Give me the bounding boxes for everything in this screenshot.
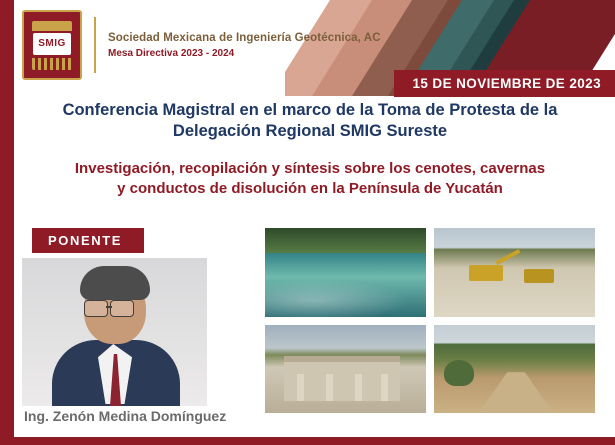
logo-badge-text: SMIG [33,33,71,55]
excavator-body-2 [524,269,554,283]
photo-excavation [434,228,595,317]
ruins-column [355,374,362,401]
title-block [30,100,590,199]
speaker-photo [22,258,207,406]
logo-crest-top [32,21,72,31]
excavator-body [469,265,503,281]
subtitle [30,159,590,200]
photo-grid [265,228,595,413]
photo-road [434,325,595,414]
logo-crest-bottom [32,58,72,70]
ruins-column [381,374,388,401]
date-banner: 15 DE NOVIEMBRE DE 2023 [394,70,615,97]
speaker-name: Ing. Zenón Medina Domínguez [24,408,227,424]
glasses-bridge [106,306,112,308]
speaker-tag: PONENTE [32,228,144,253]
ruins-column [326,374,333,401]
glasses-icon [110,300,134,317]
header-text-block [108,32,381,59]
roadside-bush [444,360,474,386]
subtitle-line-2: y conductos de disolución en la Península de Yucatán [117,180,503,198]
photo-cenote [265,228,426,317]
organization-name: Sociedad Mexicana de Ingeniería Geotécnica, AC [108,31,381,44]
ruins-column [297,374,304,401]
bottom-accent-bar [0,437,615,445]
excavator-arm [496,249,521,265]
main-title-line-1: Conferencia Magistral en el marco de la Toma de Protesta de la [62,101,558,119]
road-track [479,372,553,413]
main-title-line-2: Delegación Regional SMIG Sureste [172,122,448,141]
left-accent-bar-gap [14,0,18,445]
subtitle-line-1: Investigación, recopilación y síntesis sobre los cenotes, cavernas [74,159,546,177]
left-accent-bar [0,0,14,445]
header [22,10,381,80]
board-period: Mesa Directiva 2023 - 2024 [108,47,235,59]
main-title [30,100,590,143]
glasses-icon [84,300,108,317]
smig-logo-icon [22,10,82,80]
speaker-hair [80,266,150,300]
photo-ruins [265,325,426,414]
header-divider [94,17,96,73]
